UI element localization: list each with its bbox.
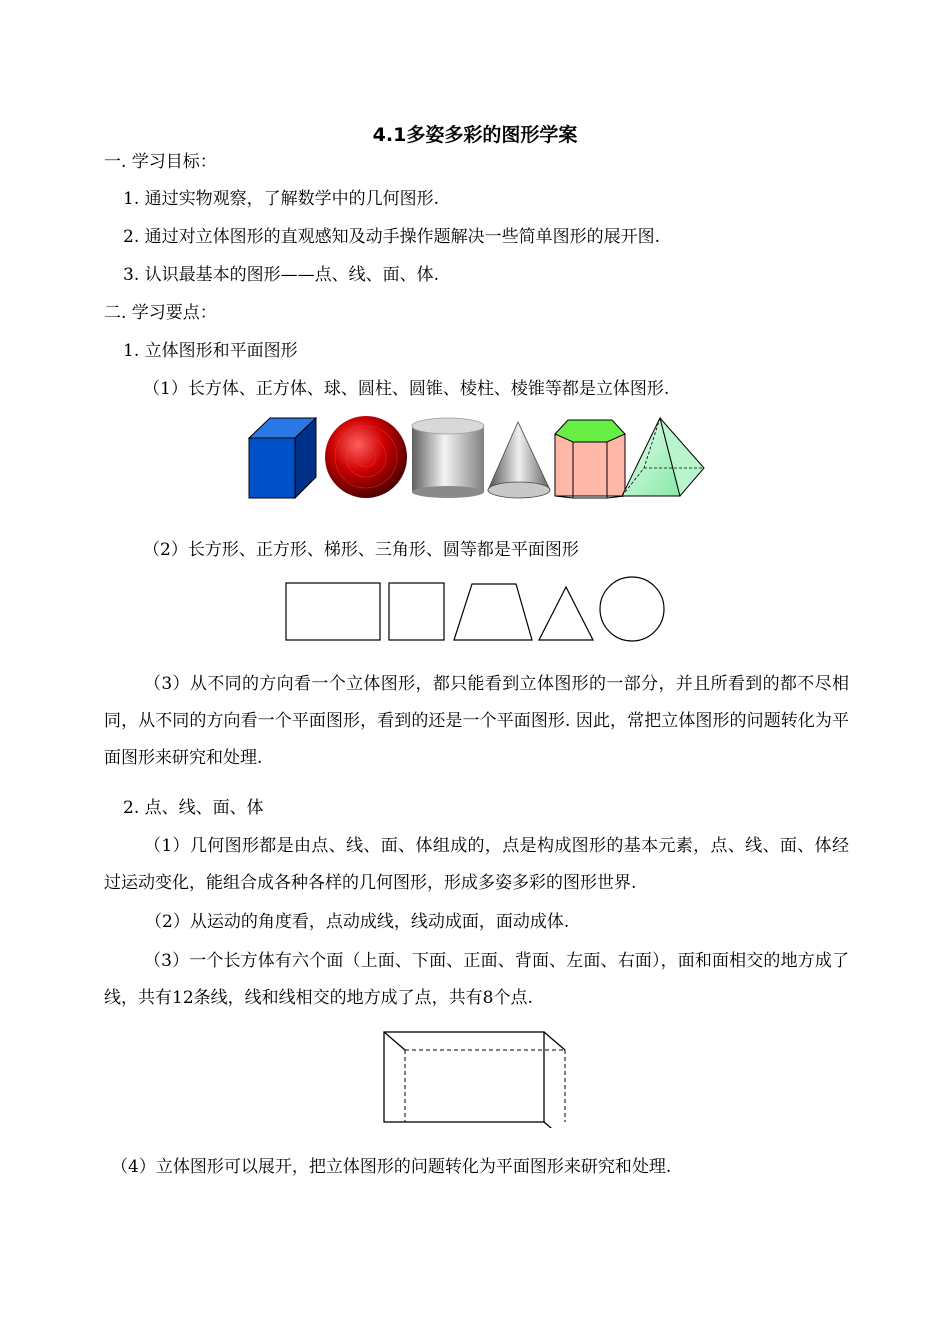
paragraph-nets: （4）立体图形可以展开，把立体图形的问题转化为平面图形来研究和处理.	[111, 1157, 672, 1177]
paragraph-motion: （2）从运动的角度看，点动成线，线动成面，面动成体.	[145, 912, 570, 932]
triangle-shape	[539, 587, 593, 640]
objective-item-1: 1. 通过实物观察，了解数学中的几何图形.	[123, 189, 440, 209]
pyramid-shape	[622, 418, 704, 496]
objective-item-3: 3. 认识最基本的图形——点、线、面、体.	[123, 265, 440, 285]
circle-shape	[600, 577, 664, 641]
paragraph-views: （3）从不同的方向看一个立体图形，都只能看到立体图形的一部分，并且所看到的都不尽相同，从不同的方向看一个平面图形，看到的还是一个平面图形. 因此，常把立体图形的问题转化为平面图形来研究和处理.	[104, 674, 849, 768]
solid-shapes-text: （1）长方体、正方体、球、圆柱、圆锥、棱柱、棱锥等都是立体图形.	[143, 379, 670, 399]
cuboid-wireframe	[380, 1028, 572, 1128]
section1-heading: 一. 学习目标：	[104, 152, 217, 172]
cone-shape	[488, 422, 550, 498]
cube-shape	[249, 418, 316, 498]
plane-shapes-text: （2）长方形、正方形、梯形、三角形、圆等都是平面图形	[143, 540, 579, 560]
rectangle-shape	[286, 583, 380, 640]
hexagonal-prism-shape	[555, 420, 625, 498]
solid-figures	[244, 412, 709, 504]
page-title: 4.1多姿多彩的图形学案	[372, 124, 578, 146]
sphere-shape	[325, 416, 407, 498]
paragraph-cuboid: （3）一个长方体有六个面（上面、下面、正面、背面、左面、右面），面和面相交的地方成了线，共有12条线，线和线相交的地方成了点，共有8个点.	[104, 951, 849, 1008]
trapezoid-shape	[454, 584, 532, 640]
objective-item-2: 2. 通过对立体图形的直观感知及动手操作题解决一些简单图形的展开图.	[123, 227, 661, 247]
plane-figures	[284, 575, 668, 647]
cylinder-shape	[412, 418, 484, 498]
subsection1-heading: 1. 立体图形和平面图形	[123, 341, 298, 361]
subsection2-heading: 2. 点、线、面、体	[123, 798, 264, 818]
square-shape	[389, 583, 444, 640]
section2-heading: 二. 学习要点：	[104, 303, 217, 323]
paragraph-elements: （1）几何图形都是由点、线、面、体组成的，点是构成图形的基本元素，点、线、面、体经过运动变化，能组合成各种各样的几何图形，形成多姿多彩的图形世界.	[104, 836, 849, 893]
